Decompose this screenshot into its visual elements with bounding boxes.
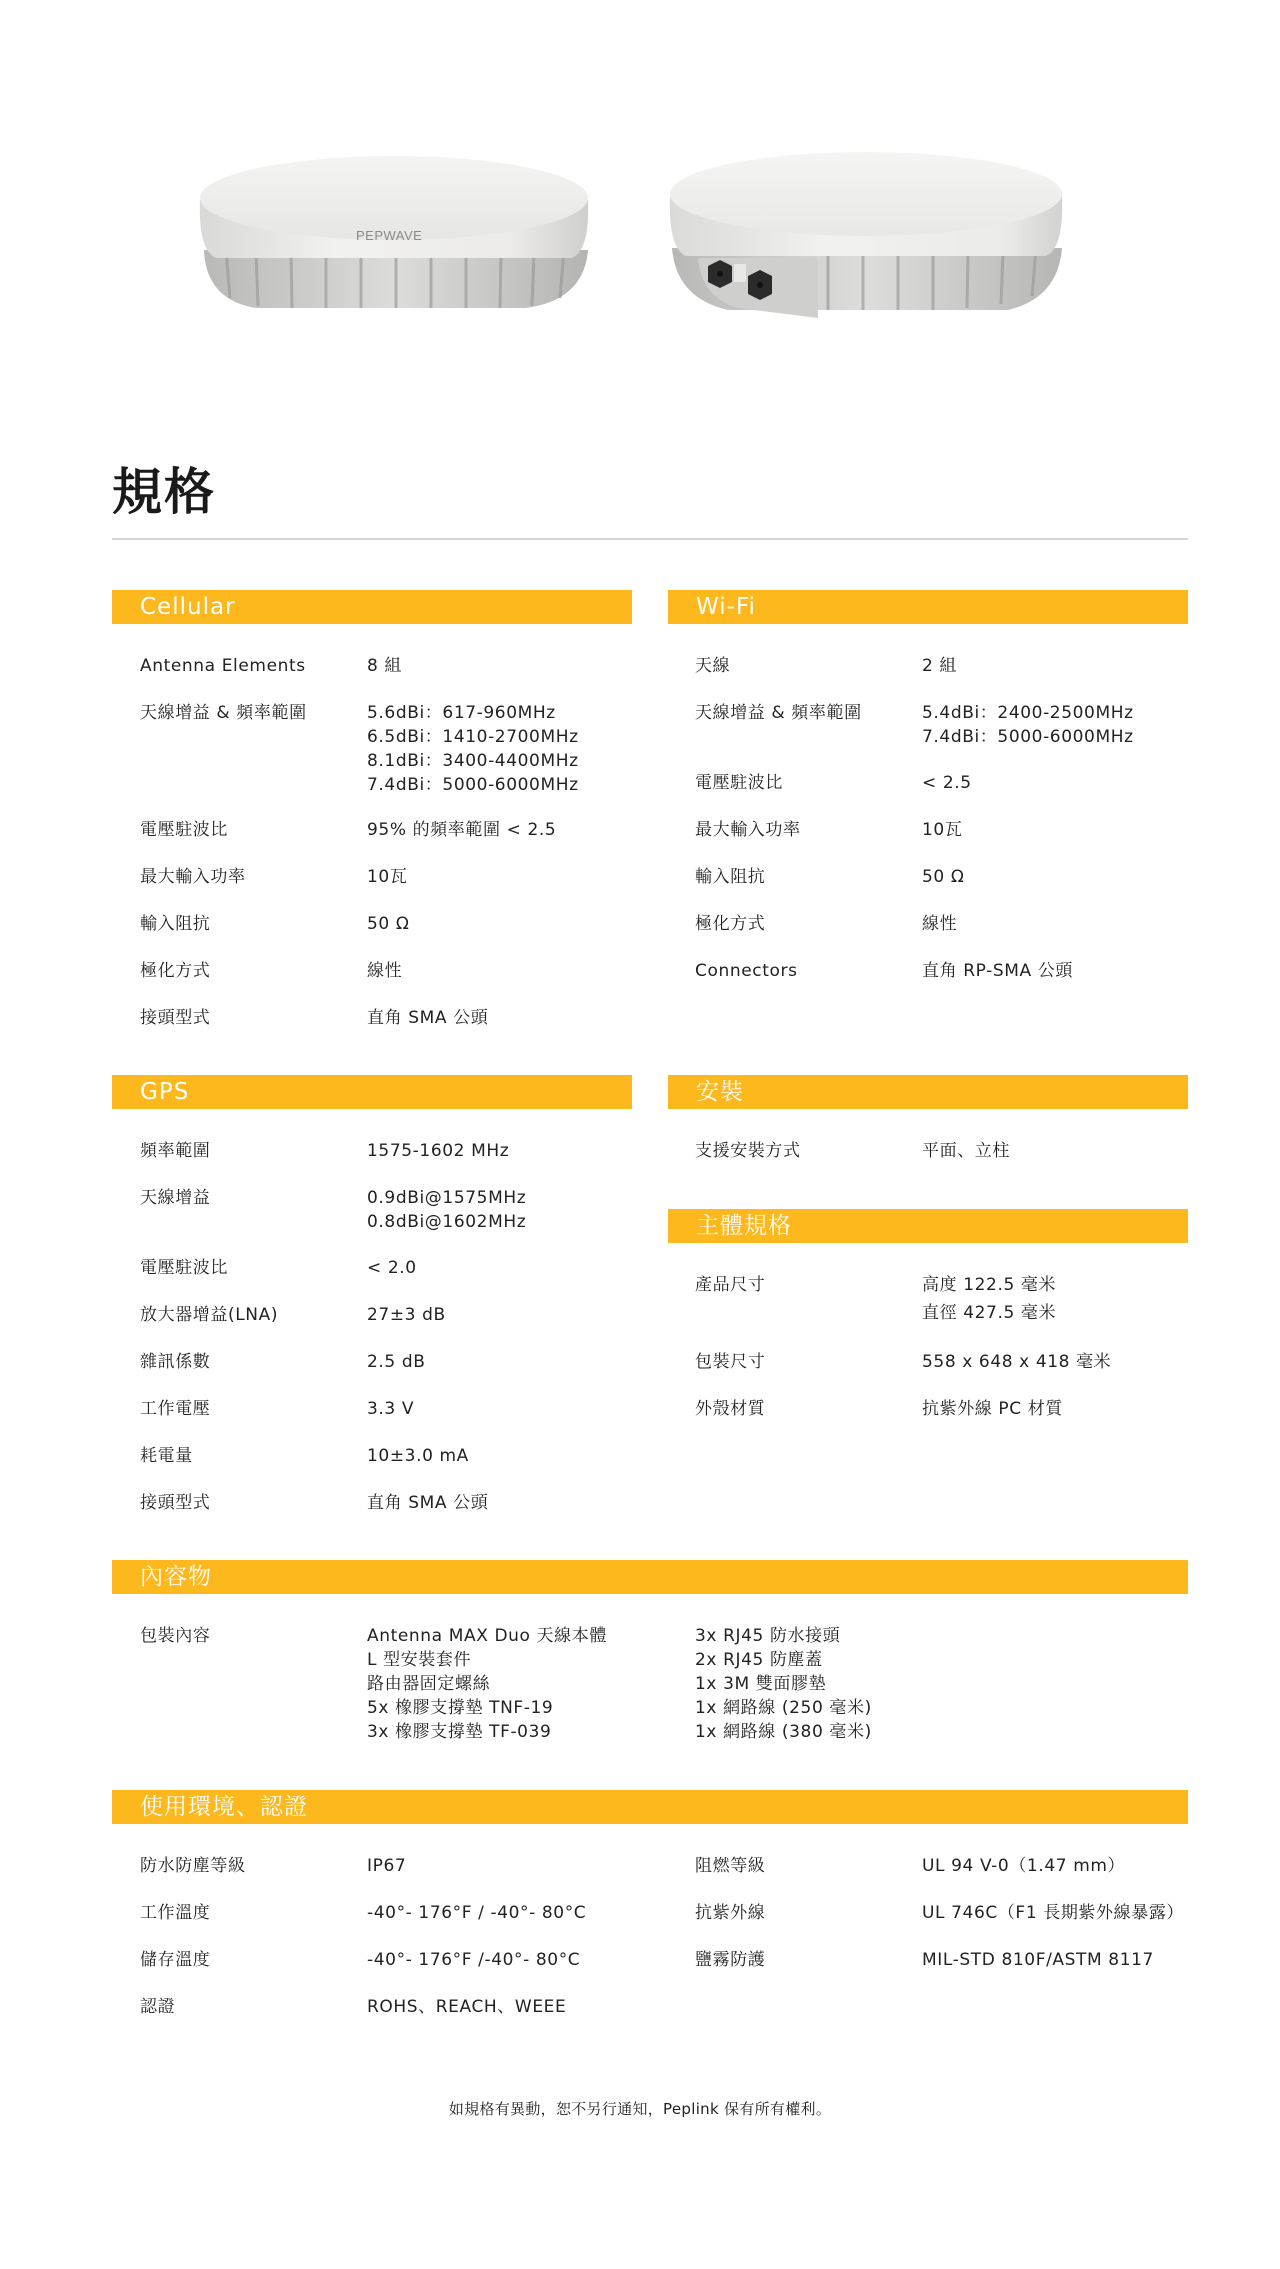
spec-label: 產品尺寸 [695, 1275, 766, 1295]
spec-value: IP67 [367, 1856, 407, 1876]
spec-value: 抗紫外線 PC 材質 [922, 1399, 1063, 1419]
spec-value: 2 組 [922, 656, 958, 676]
spec-label: 鹽霧防護 [695, 1950, 766, 1970]
section-header-installation: 安裝 [668, 1075, 1188, 1109]
contents-item: L 型安裝套件 [367, 1650, 472, 1670]
spec-value [922, 1271, 1056, 1327]
spec-label: 最大輸入功率 [140, 867, 246, 887]
spec-value: 10瓦 [922, 820, 963, 840]
spec-value-line: 直徑 427.5 毫米 [922, 1303, 1057, 1323]
section-header-contents: 內容物 [112, 1560, 1188, 1594]
spec-value: -40°- 176°F /-40°- 80°C [367, 1950, 581, 1970]
section-header-environment: 使用環境、認證 [112, 1790, 1188, 1824]
spec-label: 天線增益 & 頻率範圍 [695, 703, 862, 723]
spec-label: 輸入阻抗 [140, 914, 211, 934]
spec-label: Antenna Elements [140, 656, 306, 676]
spec-label: 阻燃等級 [695, 1856, 766, 1876]
antenna-front-image [196, 150, 592, 315]
spec-value-line: 高度 122.5 毫米 [922, 1275, 1057, 1295]
spec-value: 2.5 dB [367, 1352, 426, 1372]
antenna-rear-image [668, 148, 1064, 320]
spec-value: 50 Ω [367, 914, 410, 934]
spec-label: 工作電壓 [140, 1399, 211, 1419]
contents-item: 3x 橡膠支撐墊 TF-039 [367, 1722, 552, 1742]
contents-item: 1x 網路線 (380 毫米) [695, 1722, 872, 1742]
spec-label: 頻率範圍 [140, 1141, 211, 1161]
section-header-body-spec: 主體規格 [668, 1209, 1188, 1243]
spec-value: UL 94 V-0（1.47 mm） [922, 1856, 1126, 1876]
spec-value: 3.3 V [367, 1399, 415, 1419]
product-hero [0, 0, 1280, 400]
spec-label: 抗紫外線 [695, 1903, 766, 1923]
spec-label: 防水防塵等級 [140, 1856, 246, 1876]
contents-item: 3x RJ45 防水接頭 [695, 1626, 841, 1646]
contents-item: 1x 3M 雙面膠墊 [695, 1674, 827, 1694]
spec-label: Connectors [695, 961, 798, 981]
spec-label: 天線增益 [140, 1188, 211, 1208]
spec-label: 最大輸入功率 [695, 820, 801, 840]
spec-value: < 2.5 [922, 773, 972, 793]
spec-label: 電壓駐波比 [140, 1258, 228, 1278]
spec-value-line: 7.4dBi：5000-6000MHz [922, 727, 1134, 747]
spec-label: 外殼材質 [695, 1399, 766, 1419]
contents-column-2 [695, 1624, 872, 1744]
spec-label: 雜訊係數 [140, 1352, 211, 1372]
spec-value: 直角 RP-SMA 公頭 [922, 961, 1073, 981]
pepwave-logo: PEPWAVE [356, 228, 423, 243]
spec-value [367, 1186, 526, 1234]
spec-label: 認證 [140, 1997, 176, 2017]
spec-value: 50 Ω [922, 867, 965, 887]
spec-value: ROHS、REACH、WEEE [367, 1997, 567, 2017]
spec-value: 線性 [367, 961, 403, 981]
section-header-wifi: Wi-Fi [668, 590, 1188, 624]
spec-label: 天線 [695, 656, 731, 676]
spec-label: 接頭型式 [140, 1008, 211, 1028]
spec-value: 95% 的頻率範圍 < 2.5 [367, 820, 557, 840]
contents-item: 5x 橡膠支撐墊 TNF-19 [367, 1698, 554, 1718]
spec-value-line: 8.1dBi：3400-4400MHz [367, 751, 579, 771]
spec-value: MIL-STD 810F/ASTM 8117 [922, 1950, 1154, 1970]
contents-item: 1x 網路線 (250 毫米) [695, 1698, 872, 1718]
contents-item: 2x RJ45 防塵蓋 [695, 1650, 823, 1670]
spec-value-line: 0.9dBi@1575MHz [367, 1188, 527, 1208]
spec-value: < 2.0 [367, 1258, 417, 1278]
spec-value: 平面、立柱 [922, 1141, 1010, 1161]
spec-label: 支援安裝方式 [695, 1141, 801, 1161]
contents-item: 路由器固定螺絲 [367, 1674, 491, 1694]
spec-value: 10±3.0 mA [367, 1446, 469, 1466]
page-title: 規格 [112, 463, 216, 521]
spec-label: 電壓駐波比 [140, 820, 228, 840]
spec-label: 天線增益 & 頻率範圍 [140, 703, 307, 723]
spec-value: 線性 [922, 914, 958, 934]
spec-value: 10瓦 [367, 867, 408, 887]
spec-value: 直角 SMA 公頭 [367, 1008, 489, 1028]
spec-label: 電壓駐波比 [695, 773, 783, 793]
spec-value: UL 746C（F1 長期紫外線暴露） [922, 1903, 1185, 1923]
spec-label: 包裝內容 [140, 1626, 211, 1646]
spec-value: 1575-1602 MHz [367, 1141, 510, 1161]
spec-value-line: 7.4dBi：5000-6000MHz [367, 775, 579, 795]
spec-value [922, 701, 1134, 749]
spec-value: -40°- 176°F / -40°- 80°C [367, 1903, 587, 1923]
spec-value: 8 組 [367, 656, 403, 676]
spec-label: 放大器增益(LNA) [140, 1305, 279, 1325]
spec-label: 耗電量 [140, 1446, 193, 1466]
spec-value-line: 5.6dBi：617-960MHz [367, 703, 556, 723]
footer-disclaimer: 如規格有異動，恕不另行通知，Peplink 保有所有權利。 [448, 2100, 832, 2118]
spec-label: 包裝尺寸 [695, 1352, 766, 1372]
spec-value-line: 5.4dBi：2400-2500MHz [922, 703, 1134, 723]
spec-label: 工作溫度 [140, 1903, 211, 1923]
spec-label: 極化方式 [695, 914, 766, 934]
section-header-gps: GPS [112, 1075, 632, 1109]
contents-item: Antenna MAX Duo 天線本體 [367, 1626, 607, 1646]
spec-value-line: 0.8dBi@1602MHz [367, 1212, 527, 1232]
spec-value: 27±3 dB [367, 1305, 446, 1325]
spec-label: 儲存溫度 [140, 1950, 211, 1970]
spec-value-line: 6.5dBi：1410-2700MHz [367, 727, 579, 747]
spec-label: 極化方式 [140, 961, 211, 981]
spec-value: 558 x 648 x 418 毫米 [922, 1352, 1112, 1372]
title-divider [112, 538, 1188, 540]
spec-value [367, 701, 579, 797]
contents-column-1 [367, 1624, 607, 1744]
section-header-cellular: Cellular [112, 590, 632, 624]
spec-value: 直角 SMA 公頭 [367, 1493, 489, 1513]
spec-label: 接頭型式 [140, 1493, 211, 1513]
spec-label: 輸入阻抗 [695, 867, 766, 887]
